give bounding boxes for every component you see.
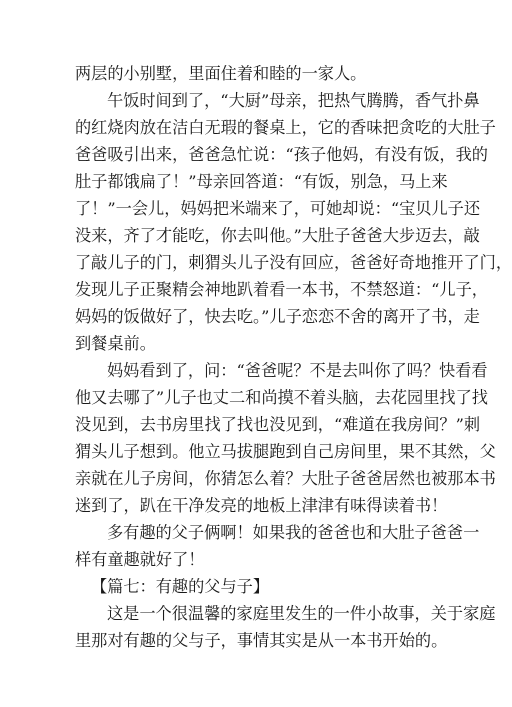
text-line: 妈妈的饭做好了，快去吃。”儿子恋恋不舍的离开了书，走 — [75, 307, 480, 326]
text-line: 没见到，去书房里找了找也没见到，“难道在我房间？”刺 — [75, 415, 481, 434]
text-line: 的红烧肉放在洁白无瑕的餐桌上，它的香味把贪吃的大肚子 — [75, 118, 496, 137]
text-line: 没来，齐了才能吃，你去叫他。”大肚子爸爸大步迈去，敲 — [75, 226, 480, 245]
text-line: 两层的小别墅，里面住着和睦的一家人。 — [75, 64, 367, 83]
text-line: 发现儿子正聚精会神地趴着看一本书，不禁怒道：“儿子， — [75, 280, 488, 299]
text-line: 爸爸吸引出来，爸爸急忙说：“孩子他妈，有没有饭，我的 — [75, 145, 488, 164]
text-line: 了！”一会儿，妈妈把米端来了，可她却说：“宝贝儿子还 — [75, 199, 481, 218]
text-line: 到餐桌前。 — [75, 334, 156, 353]
text-line: 迷到了，趴在干净发亮的地板上津津有味得读着书！ — [75, 496, 448, 515]
text-line: 猬头儿子想到。他立马拔腿跑到自己房间里，果不其然，父 — [75, 442, 496, 461]
text-line: 这是一个很温馨的家庭里发生的一件小故事，关于家庭 — [107, 604, 496, 623]
text-line: 肚子都饿扁了！”母亲回答道：“有饭，别急，马上来 — [75, 172, 448, 191]
section-heading: 【篇七：有趣的父与子】 — [91, 577, 270, 596]
text-line: 妈妈看到了，问：“爸爸呢？不是去叫你了吗？快看看 — [107, 361, 488, 380]
text-line: 里那对有趣的父与子，事情其实是从一本书开始的。 — [75, 631, 448, 650]
text-line: 样有童趣就好了！ — [75, 550, 205, 569]
text-line: 了敲儿子的门，刺猬头儿子没有回应，爸爸好奇地推开了门， — [75, 253, 512, 272]
text-line: 多有趣的父子俩啊！如果我的爸爸也和大肚子爸爸一 — [107, 523, 480, 542]
text-line: 午饭时间到了，“大厨”母亲，把热气腾腾，香气扑鼻 — [107, 91, 480, 110]
text-line: 亲就在儿子房间，你猜怎么着？大肚子爸爸居然也被那本书 — [75, 469, 496, 488]
text-line: 他又去哪了”儿子也丈二和尚摸不着头脑，去花园里找了找 — [75, 388, 488, 407]
